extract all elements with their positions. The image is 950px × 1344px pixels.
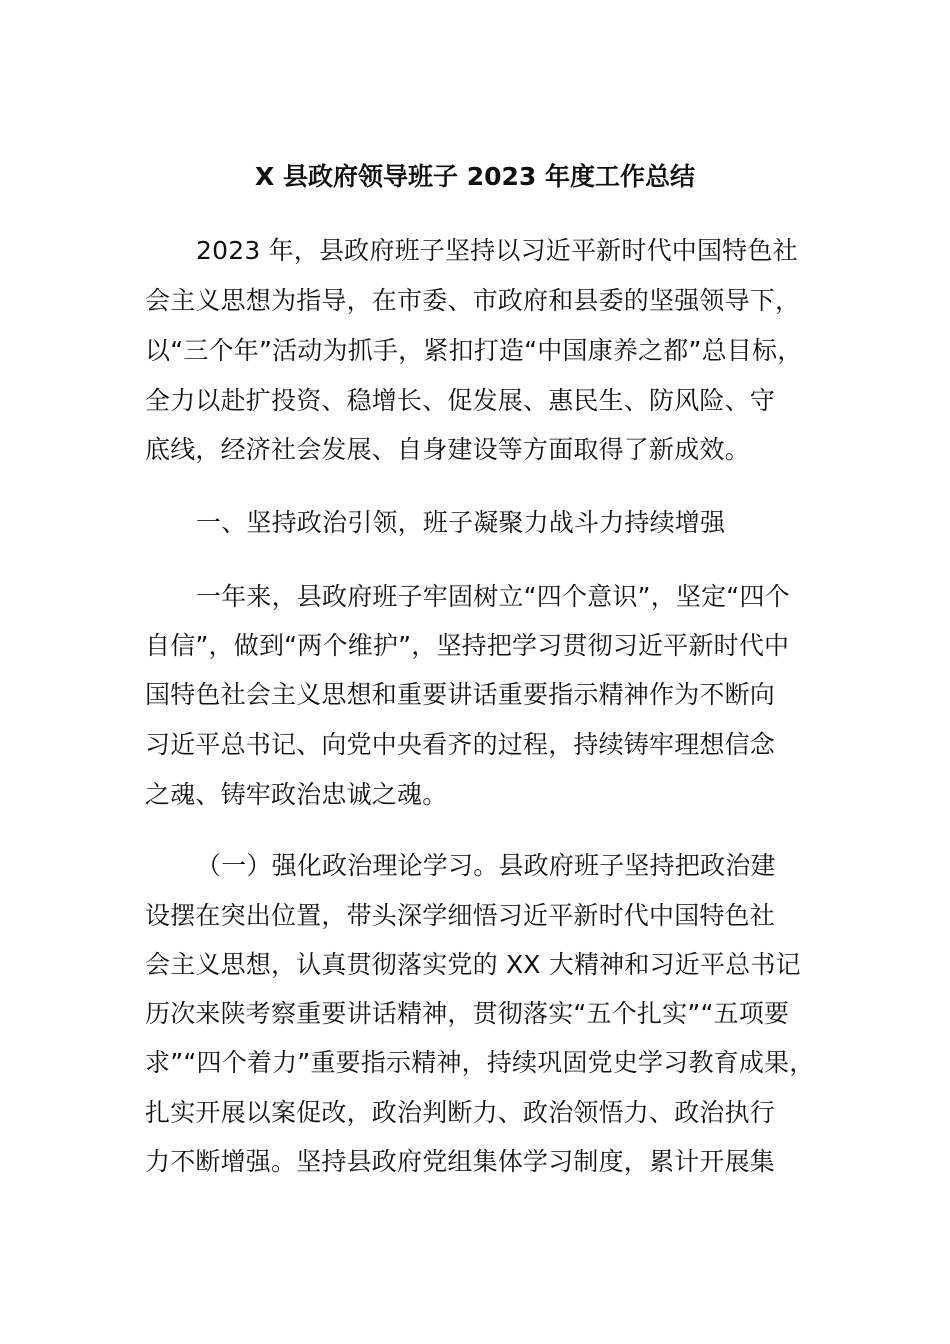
section-heading-1: 一、坚持政治引领，班子凝聚力战斗力持续增强 <box>196 508 726 537</box>
paragraph-1-line-1: 2023 年，县政府班子坚持以习近平新时代中国特色社 <box>196 236 798 265</box>
paragraph-4-line-2: 设摆在突出位置，带头深学细悟习近平新时代中国特色社 <box>145 901 776 930</box>
paragraph-4-line-1: （一）强化政治理论学习。县政府班子坚持把政治建 <box>196 851 776 880</box>
paragraph-3-line-4: 习近平总书记、向党中央看齐的过程，持续铸牢理想信念 <box>145 730 776 759</box>
document-title: X 县政府领导班子 2023 年度工作总结 <box>255 162 695 191</box>
paragraph-3-line-5: 之魂、铸牢政治忠诚之魂。 <box>145 780 448 809</box>
paragraph-4-line-5: 求”“四个着力”重要指示精神，持续巩固党史学习教育成果， <box>145 1048 815 1077</box>
paragraph-1-line-5: 底线，经济社会发展、自身建设等方面取得了新成效。 <box>145 435 750 464</box>
paragraph-3-line-3: 国特色社会主义思想和重要讲话重要指示精神作为不断向 <box>145 680 776 709</box>
paragraph-4-line-4: 历次来陕考察重要讲话精神，贯彻落实“五个扎实”“五项要 <box>145 999 790 1028</box>
paragraph-1-line-4: 全力以赴扩投资、稳增长、促发展、惠民生、防风险、守 <box>145 386 776 415</box>
paragraph-4-line-7: 力不断增强。坚持县政府党组集体学习制度，累计开展集 <box>145 1147 776 1176</box>
paragraph-1-line-2: 会主义思想为指导，在市委、市政府和县委的坚强领导下， <box>145 286 801 315</box>
paragraph-1-line-3: 以“三个年”活动为抓手，紧扣打造“中国康养之都”总目标， <box>145 336 803 365</box>
paragraph-4-line-3: 会主义思想，认真贯彻落实党的 XX 大精神和习近平总书记 <box>145 950 801 979</box>
paragraph-3-line-2: 自信”，做到“两个维护”，坚持把学习贯彻习近平新时代中 <box>145 631 790 660</box>
paragraph-4-line-6: 扎实开展以案促改，政治判断力、政治领悟力、政治执行 <box>145 1098 776 1127</box>
paragraph-3-line-1: 一年来，县政府班子牢固树立“四个意识”，坚定“四个 <box>196 582 790 611</box>
